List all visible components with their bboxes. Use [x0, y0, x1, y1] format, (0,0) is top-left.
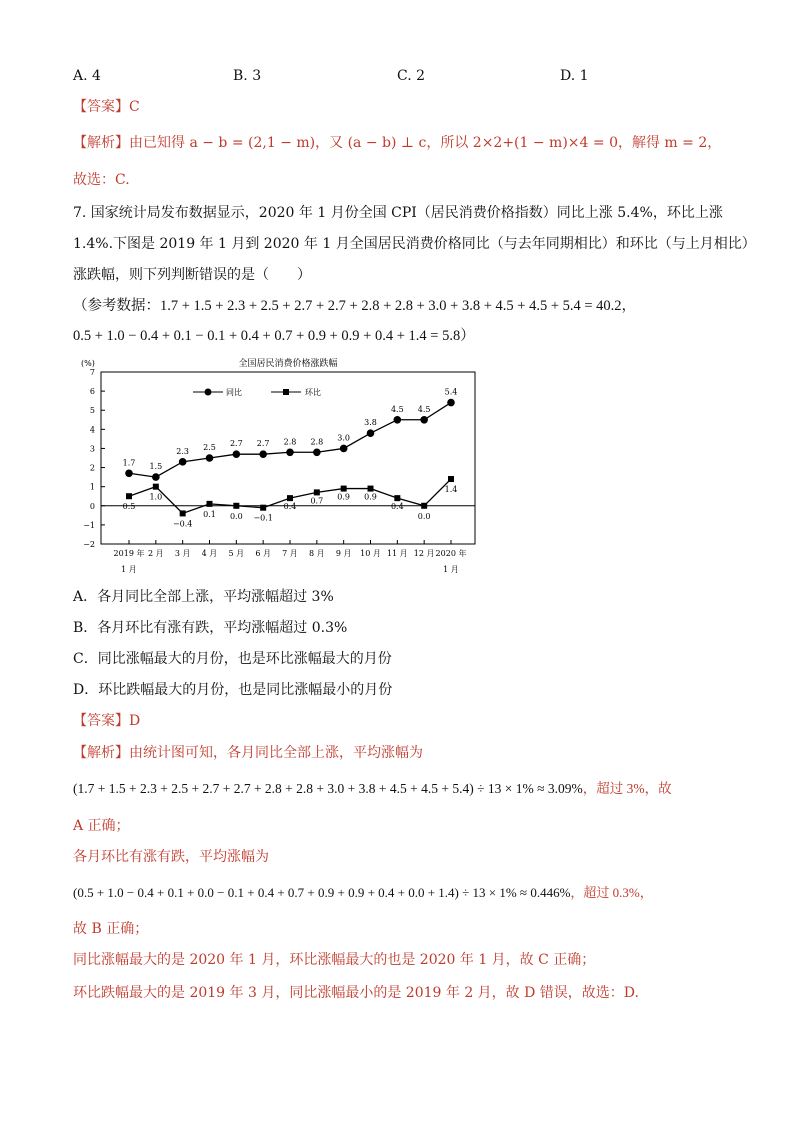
- y-tick-label: 2: [89, 463, 95, 473]
- legend-label-huanbi: 环比: [305, 388, 321, 397]
- huanbi-point: [421, 503, 427, 509]
- x-axis: [114, 540, 467, 574]
- cpi-line-chart: [73, 352, 483, 574]
- huanbi-data-label: 1.0: [149, 492, 163, 502]
- x-tick-label: 2 月: [148, 549, 164, 558]
- huanbi-data-label: 0.5: [122, 502, 136, 512]
- q6-options: [73, 66, 713, 86]
- y-tick-label: 7: [89, 368, 95, 377]
- q7-stem-line-2: 1.4%.下图是 2019 年 1 月到 2020 年 1 月全国居民消费价格同比（与去年同期相比）和环比（与上月相比）: [73, 236, 756, 252]
- huanbi-data-label: 0.0: [229, 511, 243, 521]
- tongbi-data-label: 3.0: [337, 433, 351, 443]
- huanbi-point: [233, 503, 239, 509]
- tongbi-point: [394, 416, 402, 424]
- tongbi-data-label: 2.7: [256, 439, 270, 449]
- y-tick-label: 6: [89, 387, 95, 397]
- x-tick-label: 3 月: [174, 549, 191, 558]
- q6-analysis: [73, 133, 721, 153]
- q7-option-c: C．同比涨幅最大的月份，也是环比涨幅最大的月份: [73, 651, 392, 667]
- q7-analysis-text-1: 由统计图可知，各月同比全部上涨，平均涨幅为: [129, 745, 423, 761]
- q6-answer: 【答案】C: [73, 99, 140, 115]
- huanbi-data-label: −0.1: [253, 513, 273, 523]
- q7-option-b: B．各月环比有涨有跌，平均涨幅超过 0.3%: [73, 620, 348, 636]
- huanbi-point: [394, 495, 400, 501]
- q7-formula-line-1: [73, 779, 672, 799]
- y-tick-label: −2: [83, 540, 95, 549]
- q7-stem-line-3: 涨跌幅，则下列判断错误的是（ ）: [73, 267, 311, 283]
- tongbi-data-label: 4.5: [417, 404, 431, 414]
- huanbi-point: [341, 486, 347, 492]
- huanbi-data-label: 0.4: [283, 502, 297, 512]
- x-tick-label: 6 月: [255, 549, 271, 558]
- q7-analysis-line-2: A 正确；: [73, 818, 130, 834]
- q7-formula-2: (0.5 + 1.0 − 0.4 + 0.1 + 0.0 − 0.1 + 0.4 + 0.7 + 0.9 + 0.9 + 0.4 + 0.0 + 1.4) ÷ 13 × 1% ≈ 0.446%: [73, 885, 571, 900]
- huanbi-data-label: 0.4: [390, 502, 404, 512]
- tongbi-data-label: 3.8: [364, 418, 377, 428]
- x-tick-label: 4 月: [201, 549, 218, 558]
- q7-analysis-line-1: [73, 743, 423, 763]
- legend-marker-tongbi: [205, 389, 212, 396]
- huanbi-point: [314, 489, 320, 495]
- y-axis: [83, 368, 105, 549]
- tongbi-data-label: 2.5: [203, 443, 216, 452]
- x-tick-label: 11 月: [386, 549, 408, 558]
- huanbi-point: [207, 501, 213, 507]
- huanbi-data-label: 0.9: [364, 492, 377, 502]
- q7-option-d: D．环比跌幅最大的月份，也是同比涨幅最小的月份: [73, 682, 393, 698]
- q7-analysis-line-6: 环比跌幅最大的是 2019 年 3 月，同比涨幅最小的是 2019 年 2 月，故 D 错误，故选：D.: [73, 985, 639, 1001]
- tongbi-point: [179, 458, 187, 466]
- y-tick-label: 3: [89, 444, 95, 454]
- tongbi-data-label: 2.7: [229, 439, 243, 449]
- x-tick-sublabel: 1 月: [443, 565, 459, 574]
- legend: [193, 387, 321, 397]
- q7-reference-line-2: 0.5 + 1.0 − 0.4 + 0.1 − 0.1 + 0.4 + 0.7 + 0.9 + 0.9 + 0.4 + 1.4 = 5.8）: [73, 328, 475, 344]
- tongbi-data-label: 5.4: [444, 387, 458, 397]
- x-tick-sublabel: 1 月: [121, 565, 137, 574]
- huanbi-data-label: 0.1: [203, 509, 216, 519]
- q7-stem-line-1: 7. 国家统计局发布数据显示，2020 年 1 月份全国 CPI（居民消费价格指数）同比上涨 5.4%，环比上涨: [73, 205, 723, 221]
- series-layer: [123, 388, 458, 529]
- huanbi-data-label: 0.7: [310, 496, 324, 506]
- y-tick-label: 1: [89, 482, 95, 492]
- y-tick-label: 4: [89, 425, 95, 435]
- x-tick-label: 10 月: [360, 549, 381, 558]
- tongbi-point: [286, 448, 294, 456]
- x-tick-label: 7 月: [282, 549, 298, 558]
- x-tick-label: 5 月: [228, 549, 245, 558]
- y-tick-label: −1: [83, 520, 95, 530]
- tongbi-point: [152, 473, 160, 481]
- huanbi-point: [368, 486, 374, 492]
- legend-label-tongbi: 同比: [226, 388, 242, 397]
- chart-ylabel: (%): [81, 359, 95, 368]
- tongbi-point: [420, 416, 428, 424]
- q6-analysis-prefix: 【解析】: [73, 135, 129, 151]
- huanbi-point: [260, 505, 266, 511]
- q6-conclusion: 故选：C.: [73, 172, 130, 188]
- q7-analysis-line-4: 故 B 正确；: [73, 921, 149, 937]
- tongbi-data-label: 2.8: [310, 437, 324, 447]
- tongbi-point: [340, 445, 348, 453]
- q7-formula-line-2: [73, 883, 653, 903]
- q7-answer: 【答案】D: [73, 713, 141, 729]
- chart-title: 全国居民消费价格涨跌幅: [238, 359, 338, 369]
- y-tick-label: 5: [89, 406, 95, 416]
- x-tick-label: 2019 年: [113, 549, 145, 558]
- legend-marker-huanbi: [283, 389, 289, 395]
- q7-formula-1: (1.7 + 1.5 + 2.3 + 2.5 + 2.7 + 2.7 + 2.8 + 2.8 + 3.0 + 3.8 + 4.5 + 4.5 + 5.4) ÷ 13 × 1% ≈ 3.09%: [73, 781, 583, 796]
- q7-formula-2-tail: ，超过 0.3%，: [570, 885, 653, 900]
- q6-option-b: B. 3: [233, 68, 262, 84]
- huanbi-data-label: 0.0: [417, 511, 431, 521]
- huanbi-point: [126, 493, 132, 499]
- tongbi-data-label: 2.8: [283, 437, 297, 447]
- x-tick-label: 12 月: [413, 549, 435, 558]
- q7-option-a: A．各月同比全部上涨，平均涨幅超过 3%: [73, 589, 334, 605]
- tongbi-data-label: 1.5: [149, 462, 163, 472]
- huanbi-data-label: −0.4: [172, 519, 193, 529]
- q6-option-a: A. 4: [73, 68, 101, 84]
- x-tick-label: 8 月: [309, 549, 325, 558]
- q7-analysis-line-5: 同比涨幅最大的是 2020 年 1 月，环比涨幅最大的也是 2020 年 1 月，故 C 正确；: [73, 952, 596, 968]
- tongbi-point: [233, 450, 241, 458]
- tongbi-point: [367, 429, 375, 437]
- tongbi-point: [313, 448, 321, 456]
- huanbi-point: [153, 484, 159, 490]
- q6-option-c: C. 2: [397, 68, 426, 84]
- tongbi-point: [447, 399, 455, 407]
- tongbi-point: [206, 454, 214, 462]
- q6-option-d: D. 1: [560, 68, 589, 84]
- tongbi-data-label: 4.5: [390, 404, 404, 414]
- huanbi-data-label: 1.4: [444, 485, 458, 495]
- y-tick-label: 0: [89, 501, 95, 511]
- q6-analysis-text: 由已知得 a − b = (2,1 − m)，又 (a − b) ⊥ c，所以 2×2+(1 − m)×4 = 0，解得 m = 2，: [129, 135, 722, 151]
- x-tick-label: 9 月: [335, 549, 352, 558]
- huanbi-data-label: 0.9: [337, 492, 351, 502]
- tongbi-point: [259, 450, 267, 458]
- huanbi-point: [448, 476, 454, 482]
- tongbi-data-label: 2.3: [176, 446, 190, 456]
- q7-formula-1-tail: ，超过 3%，故: [582, 781, 672, 796]
- tongbi-data-label: 1.7: [122, 458, 136, 468]
- tongbi-point: [125, 469, 133, 477]
- q7-analysis-line-3: 各月环比有涨有跌，平均涨幅为: [73, 849, 269, 865]
- q7-analysis-prefix: 【解析】: [73, 745, 129, 761]
- huanbi-point: [180, 510, 186, 516]
- q7-reference-line-1: （参考数据：1.7 + 1.5 + 2.3 + 2.5 + 2.7 + 2.7 + 2.8 + 2.8 + 3.0 + 3.8 + 4.5 + 4.5 + 5.4 = 40.2，: [73, 298, 637, 314]
- x-tick-label: 2020 年: [435, 549, 467, 558]
- huanbi-point: [287, 495, 293, 501]
